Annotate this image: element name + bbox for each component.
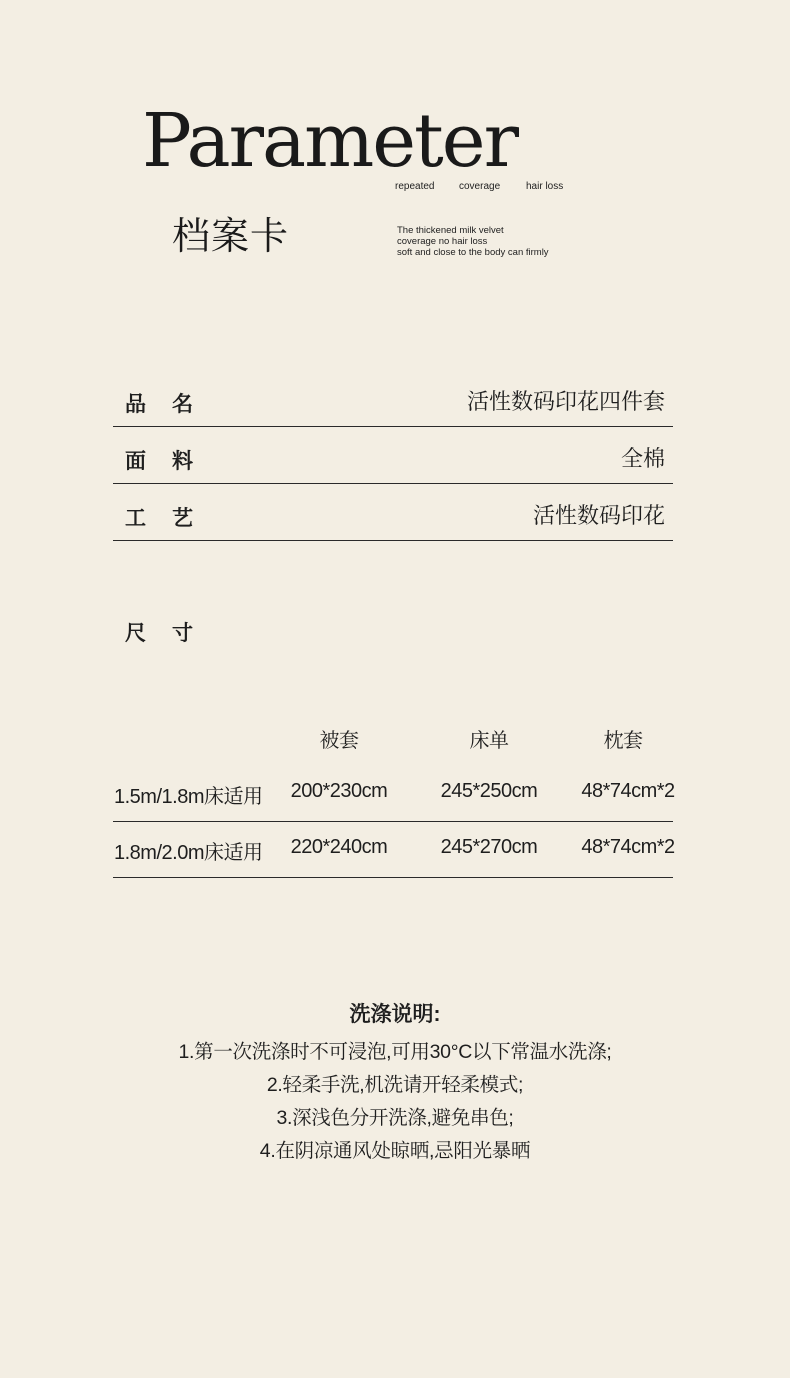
title-english: Parameter [142, 98, 517, 184]
product-info [113, 370, 673, 541]
header-duvet-cover: 被套 [319, 730, 359, 752]
header-pillowcase: 枕套 [603, 730, 643, 752]
washing-line: 1.第一次洗涤时不可浸泡,可用30°C以下常温水洗涤; [178, 1041, 612, 1063]
tag-coverage: coverage [459, 181, 501, 192]
table-row [113, 822, 673, 878]
info-row-fabric [113, 427, 673, 484]
info-value: 活性数码印花四件套 [466, 389, 665, 414]
pillowcase-size: 48*74cm*2 [581, 836, 675, 858]
pillowcase-size: 48*74cm*2 [581, 780, 675, 802]
header-bed-sheet: 床单 [469, 730, 509, 752]
bed-size: 1.5m/1.8m床适用 [114, 786, 263, 808]
bed-size: 1.8m/2.0m床适用 [114, 842, 263, 864]
tag-repeated: repeated [395, 181, 435, 192]
info-label: 工艺 [125, 507, 219, 530]
duvet-cover-size: 200*230cm [290, 780, 388, 802]
size-label: 尺寸 [125, 622, 219, 645]
info-row-craft [113, 484, 673, 541]
table-row [113, 766, 673, 822]
washing-instructions [0, 998, 790, 1168]
info-label: 面料 [125, 450, 219, 473]
info-value: 全棉 [620, 446, 665, 471]
bed-sheet-size: 245*250cm [440, 780, 538, 802]
title-chinese: 档案卡 [172, 216, 290, 258]
info-row-name [113, 370, 673, 427]
tag-hair-loss: hair loss [526, 181, 564, 192]
washing-line: 2.轻柔手洗,机洗请开轻柔模式; [266, 1074, 524, 1096]
title-tags [395, 181, 563, 192]
info-value: 活性数码印花 [532, 503, 665, 528]
duvet-cover-size: 220*240cm [290, 836, 388, 858]
description-line: coverage no hair loss [397, 236, 488, 247]
washing-title: 洗涤说明: [349, 1003, 441, 1026]
washing-line: 3.深浅色分开洗涤,避免串色; [276, 1107, 514, 1129]
description-line: soft and close to the body can firmly [397, 247, 549, 258]
size-table [113, 722, 673, 878]
size-table-header [113, 722, 673, 766]
description-line: The thickened milk velvet [397, 225, 504, 236]
bed-sheet-size: 245*270cm [440, 836, 538, 858]
info-label: 品名 [125, 393, 219, 416]
description [397, 225, 549, 258]
washing-line: 4.在阴凉通风处晾晒,忌阳光暴晒 [259, 1140, 531, 1162]
